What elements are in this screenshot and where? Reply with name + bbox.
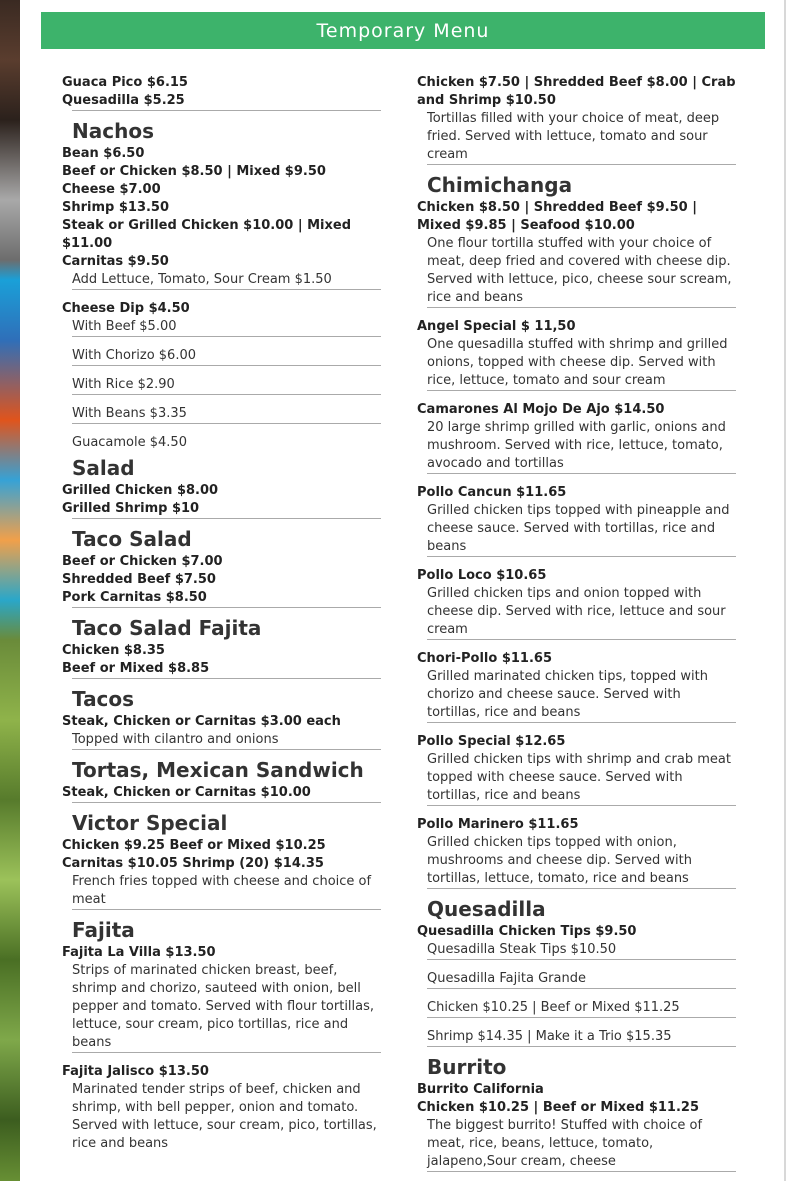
menu-line: Chicken $8.50 | Shredded Beef $9.50 | Mixed $9.85 | Seafood $10.00: [417, 200, 697, 233]
section-title-tacos: Tacos: [72, 687, 135, 711]
menu-line: Carnitas $9.50: [62, 254, 169, 269]
menu-line: Carnitas $10.05 Shrimp (20) $14.35: [62, 856, 324, 871]
menu-option: Guacamole $4.50: [72, 435, 187, 450]
menu-option: With Beans $3.35: [72, 406, 187, 421]
menu-description: Strips of marinated chicken breast, beef, shrimp and chorizo, sauteed with onion, bell pepper and tomato. Served with flour tortillas, lettuce, sour cream, pico tortillas, rice and beans: [72, 963, 375, 1050]
divider: [72, 607, 381, 608]
menu-description: Grilled chicken tips topped with pineapple and cheese sauce. Served with tortillas, rice and beans: [427, 503, 730, 554]
divider: [72, 802, 381, 803]
section-title-taco-salad: Taco Salad: [72, 527, 192, 551]
section-title-victor-special: Victor Special: [72, 811, 228, 835]
menu-line: Chicken $8.35: [62, 643, 165, 658]
menu-line: Cheese Dip $4.50: [62, 301, 190, 316]
menu-item-name: Pollo Marinero $11.65: [417, 817, 579, 832]
divider: [72, 110, 381, 111]
menu-option: Quesadilla Steak Tips $10.50: [427, 942, 617, 957]
menu-option: Quesadilla Fajita Grande: [427, 971, 586, 986]
section-title-fajita: Fajita: [72, 918, 135, 942]
divider: [427, 1171, 736, 1172]
menu-item-name: Chori-Pollo $11.65: [417, 651, 552, 666]
menu-item-name: Fajita La Villa $13.50: [62, 945, 216, 960]
divider: [72, 678, 381, 679]
menu-line: Steak or Grilled Chicken $10.00 | Mixed $11.00: [62, 218, 352, 251]
menu-description: Tortillas filled with your choice of meat, deep fried. Served with lettuce, tomato and sour cream: [427, 111, 720, 162]
menu-description: Grilled chicken tips and onion topped with cheese dip. Served with rice, lettuce and sour cream: [427, 586, 726, 637]
menu-description: One flour tortilla stuffed with your choice of meat, deep fried and covered with cheese dip. Served with lettuce, pico, cheese sour scream, rice and beans: [427, 236, 732, 305]
divider: [72, 749, 381, 750]
menu-line: Guaca Pico $6.15: [62, 75, 188, 90]
menu-description: Marinated tender strips of beef, chicken and shrimp, with bell pepper, onion and tomato. Served with lettuce, sour cream, pico, tortillas, rice and beans: [72, 1082, 377, 1151]
section-title-chimichanga: Chimichanga: [427, 173, 573, 197]
menu-note: Topped with cilantro and onions: [72, 732, 279, 747]
left-column: [62, 74, 381, 1153]
menu-line: Bean $6.50: [62, 146, 145, 161]
menu-note: Add Lettuce, Tomato, Sour Cream $1.50: [72, 272, 332, 287]
menu-line: Steak, Chicken or Carnitas $10.00: [62, 785, 311, 800]
right-column: [417, 74, 736, 1172]
section-title-taco-salad-fajita: Taco Salad Fajita: [72, 616, 262, 640]
section-title-burrito: Burrito: [427, 1055, 507, 1079]
menu-description: One quesadilla stuffed with shrimp and grilled onions, topped with cheese dip. Served with rice, lettuce, tomato and sour cream: [427, 337, 728, 388]
menu-line: Quesadilla $5.25: [62, 93, 185, 108]
menu-title: Temporary Menu: [316, 19, 490, 42]
menu-line: Chicken $9.25 Beef or Mixed $10.25: [62, 838, 326, 853]
menu-line: Grilled Chicken $8.00: [62, 483, 219, 498]
menu-item-name: Angel Special $ 11,50: [417, 319, 576, 334]
divider: [72, 518, 381, 519]
menu-line: Burrito California: [417, 1082, 544, 1097]
menu-item-name: Fajita Jalisco $13.50: [62, 1064, 209, 1079]
menu-item-name: Pollo Special $12.65: [417, 734, 566, 749]
menu-item-name: Camarones Al Mojo De Ajo $14.50: [417, 402, 665, 417]
menu-option: With Rice $2.90: [72, 377, 175, 392]
menu-description: Grilled marinated chicken tips, topped with chorizo and cheese sauce. Served with tortillas, rice and beans: [427, 669, 709, 720]
menu-line: Steak, Chicken or Carnitas $3.00 each: [62, 714, 341, 729]
section-title-tortas: Tortas, Mexican Sandwich: [72, 758, 364, 782]
menu-description: Grilled chicken tips with shrimp and crab meat topped with cheese sauce. Served with tortillas, rice and beans: [427, 752, 731, 803]
menu-option: Chicken $10.25 | Beef or Mixed $11.25: [427, 1000, 680, 1015]
menu-description: The biggest burrito! Stuffed with choice of meat, rice, beans, lettuce, tomato, jalapeno,Sour cream, cheese: [427, 1118, 703, 1169]
background-photo-strip: [0, 0, 20, 1181]
menu-item-name: Pollo Loco $10.65: [417, 568, 547, 583]
menu-option: With Chorizo $6.00: [72, 348, 197, 363]
menu-line: Quesadilla Chicken Tips $9.50: [417, 924, 637, 939]
menu-line: Beef or Chicken $7.00: [62, 554, 223, 569]
menu-line: Chicken $7.50 | Shredded Beef $8.00 | Crab and Shrimp $10.50: [417, 75, 736, 108]
menu-header: [41, 12, 765, 49]
menu-line: Shrimp $13.50: [62, 200, 170, 215]
divider: [427, 1046, 736, 1047]
menu-description: Grilled chicken tips topped with onion, mushrooms and cheese dip. Served with tortillas, lettuce, tomato, rice and beans: [427, 835, 692, 886]
menu-line: Cheese $7.00: [62, 182, 161, 197]
menu-item-name: Pollo Cancun $11.65: [417, 485, 567, 500]
menu-description: French fries topped with cheese and choice of meat: [72, 874, 372, 907]
menu-line: Shredded Beef $7.50: [62, 572, 216, 587]
section-title-salad: Salad: [72, 456, 135, 480]
menu-option: Shrimp $14.35 | Make it a Trio $15.35: [427, 1029, 672, 1044]
menu-option: With Beef $5.00: [72, 319, 177, 334]
section-title-quesadilla: Quesadilla: [427, 897, 546, 921]
menu-description: 20 large shrimp grilled with garlic, onions and mushroom. Served with rice, lettuce, tomato, avocado and tortillas: [427, 420, 726, 471]
section-title-nachos: Nachos: [72, 119, 154, 143]
menu-line: Pork Carnitas $8.50: [62, 590, 207, 605]
divider: [427, 888, 736, 889]
menu-line: Chicken $10.25 | Beef or Mixed $11.25: [417, 1100, 700, 1115]
menu-line: Beef or Chicken $8.50 | Mixed $9.50: [62, 164, 326, 179]
menu-line: Beef or Mixed $8.85: [62, 661, 210, 676]
divider: [72, 909, 381, 910]
divider: [427, 164, 736, 165]
menu-line: Grilled Shrimp $10: [62, 501, 200, 516]
